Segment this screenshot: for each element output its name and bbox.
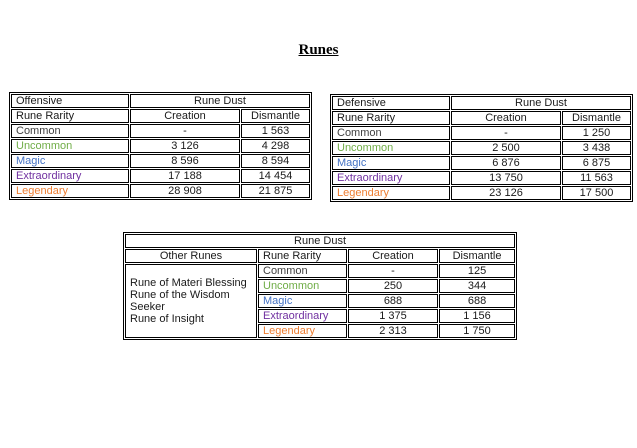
rune-dust-group-header: Rune Dust (451, 96, 631, 110)
creation-cell: 250 (348, 279, 438, 293)
creation-cell: - (130, 124, 240, 138)
rarity-cell: Uncommon (258, 279, 347, 293)
dismantle-cell: 17 500 (562, 186, 631, 200)
creation-cell: 28 908 (130, 184, 240, 198)
rarity-cell: Extraordinary (258, 309, 347, 323)
rarity-cell: Common (332, 126, 450, 140)
rarity-cell: Magic (258, 294, 347, 308)
table-row (332, 126, 631, 140)
creation-column-header: Creation (130, 109, 240, 123)
rarity-cell: Uncommon (332, 141, 450, 155)
dismantle-cell: 344 (439, 279, 515, 293)
other-runes-table (123, 232, 517, 340)
table-row (332, 186, 631, 200)
dismantle-cell: 8 594 (241, 154, 310, 168)
table-row (11, 124, 310, 138)
other-rune-names-cell (125, 264, 257, 338)
page-title: Runes (298, 42, 339, 58)
creation-cell: 6 876 (451, 156, 561, 170)
rune-dust-group-header: Rune Dust (130, 94, 310, 108)
creation-cell: 2 500 (451, 141, 561, 155)
rarity-column-header: Rune Rarity (258, 249, 347, 263)
rune-name: Rune of the Wisdom Seeker (130, 289, 230, 313)
dismantle-cell: 1 250 (562, 126, 631, 140)
creation-cell: 688 (348, 294, 438, 308)
table-header-row (332, 96, 631, 110)
table-row (11, 169, 310, 183)
creation-cell: 2 313 (348, 324, 438, 338)
dismantle-cell: 688 (439, 294, 515, 308)
offensive-runes-table (9, 92, 312, 200)
table-row (125, 264, 515, 278)
dismantle-cell: 11 563 (562, 171, 631, 185)
creation-cell: 13 750 (451, 171, 561, 185)
dismantle-cell: 1 156 (439, 309, 515, 323)
dismantle-cell: 6 875 (562, 156, 631, 170)
creation-cell: 17 188 (130, 169, 240, 183)
creation-cell: - (451, 126, 561, 140)
dismantle-cell: 3 438 (562, 141, 631, 155)
table-header-row (11, 94, 310, 108)
table-row (332, 141, 631, 155)
rarity-cell: Legendary (332, 186, 450, 200)
dismantle-cell: 21 875 (241, 184, 310, 198)
defensive-table-title: Defensive (332, 96, 450, 110)
creation-cell: 3 126 (130, 139, 240, 153)
table-row (11, 184, 310, 198)
dismantle-column-header: Dismantle (562, 111, 631, 125)
rarity-cell: Extraordinary (11, 169, 129, 183)
defensive-runes-table (330, 94, 633, 202)
rarity-cell: Uncommon (11, 139, 129, 153)
offensive-table-title: Offensive (11, 94, 129, 108)
table-row (332, 156, 631, 170)
creation-cell: - (348, 264, 438, 278)
dismantle-cell: 4 298 (241, 139, 310, 153)
table-row (11, 154, 310, 168)
rarity-cell: Legendary (258, 324, 347, 338)
rarity-column-header: Rune Rarity (332, 111, 450, 125)
dismantle-column-header: Dismantle (241, 109, 310, 123)
rarity-cell: Magic (332, 156, 450, 170)
rarity-cell: Common (11, 124, 129, 138)
creation-column-header: Creation (348, 249, 438, 263)
dismantle-column-header: Dismantle (439, 249, 515, 263)
rune-dust-group-header: Rune Dust (125, 234, 515, 248)
dismantle-cell: 125 (439, 264, 515, 278)
rarity-cell: Magic (11, 154, 129, 168)
rune-name: Rune of Materi Blessing (130, 277, 247, 289)
table-header-row (125, 234, 515, 248)
creation-cell: 8 596 (130, 154, 240, 168)
rarity-cell: Extraordinary (332, 171, 450, 185)
other-runes-column-header: Other Runes (125, 249, 257, 263)
rarity-column-header: Rune Rarity (11, 109, 129, 123)
rarity-cell: Legendary (11, 184, 129, 198)
rarity-cell: Common (258, 264, 347, 278)
creation-cell: 1 375 (348, 309, 438, 323)
dismantle-cell: 1 750 (439, 324, 515, 338)
rune-name: Rune of Insight (130, 313, 204, 325)
creation-column-header: Creation (451, 111, 561, 125)
creation-cell: 23 126 (451, 186, 561, 200)
column-header-row (332, 111, 631, 125)
dismantle-cell: 1 563 (241, 124, 310, 138)
column-header-row (11, 109, 310, 123)
column-header-row (125, 249, 515, 263)
table-row (11, 139, 310, 153)
table-row (332, 171, 631, 185)
dismantle-cell: 14 454 (241, 169, 310, 183)
